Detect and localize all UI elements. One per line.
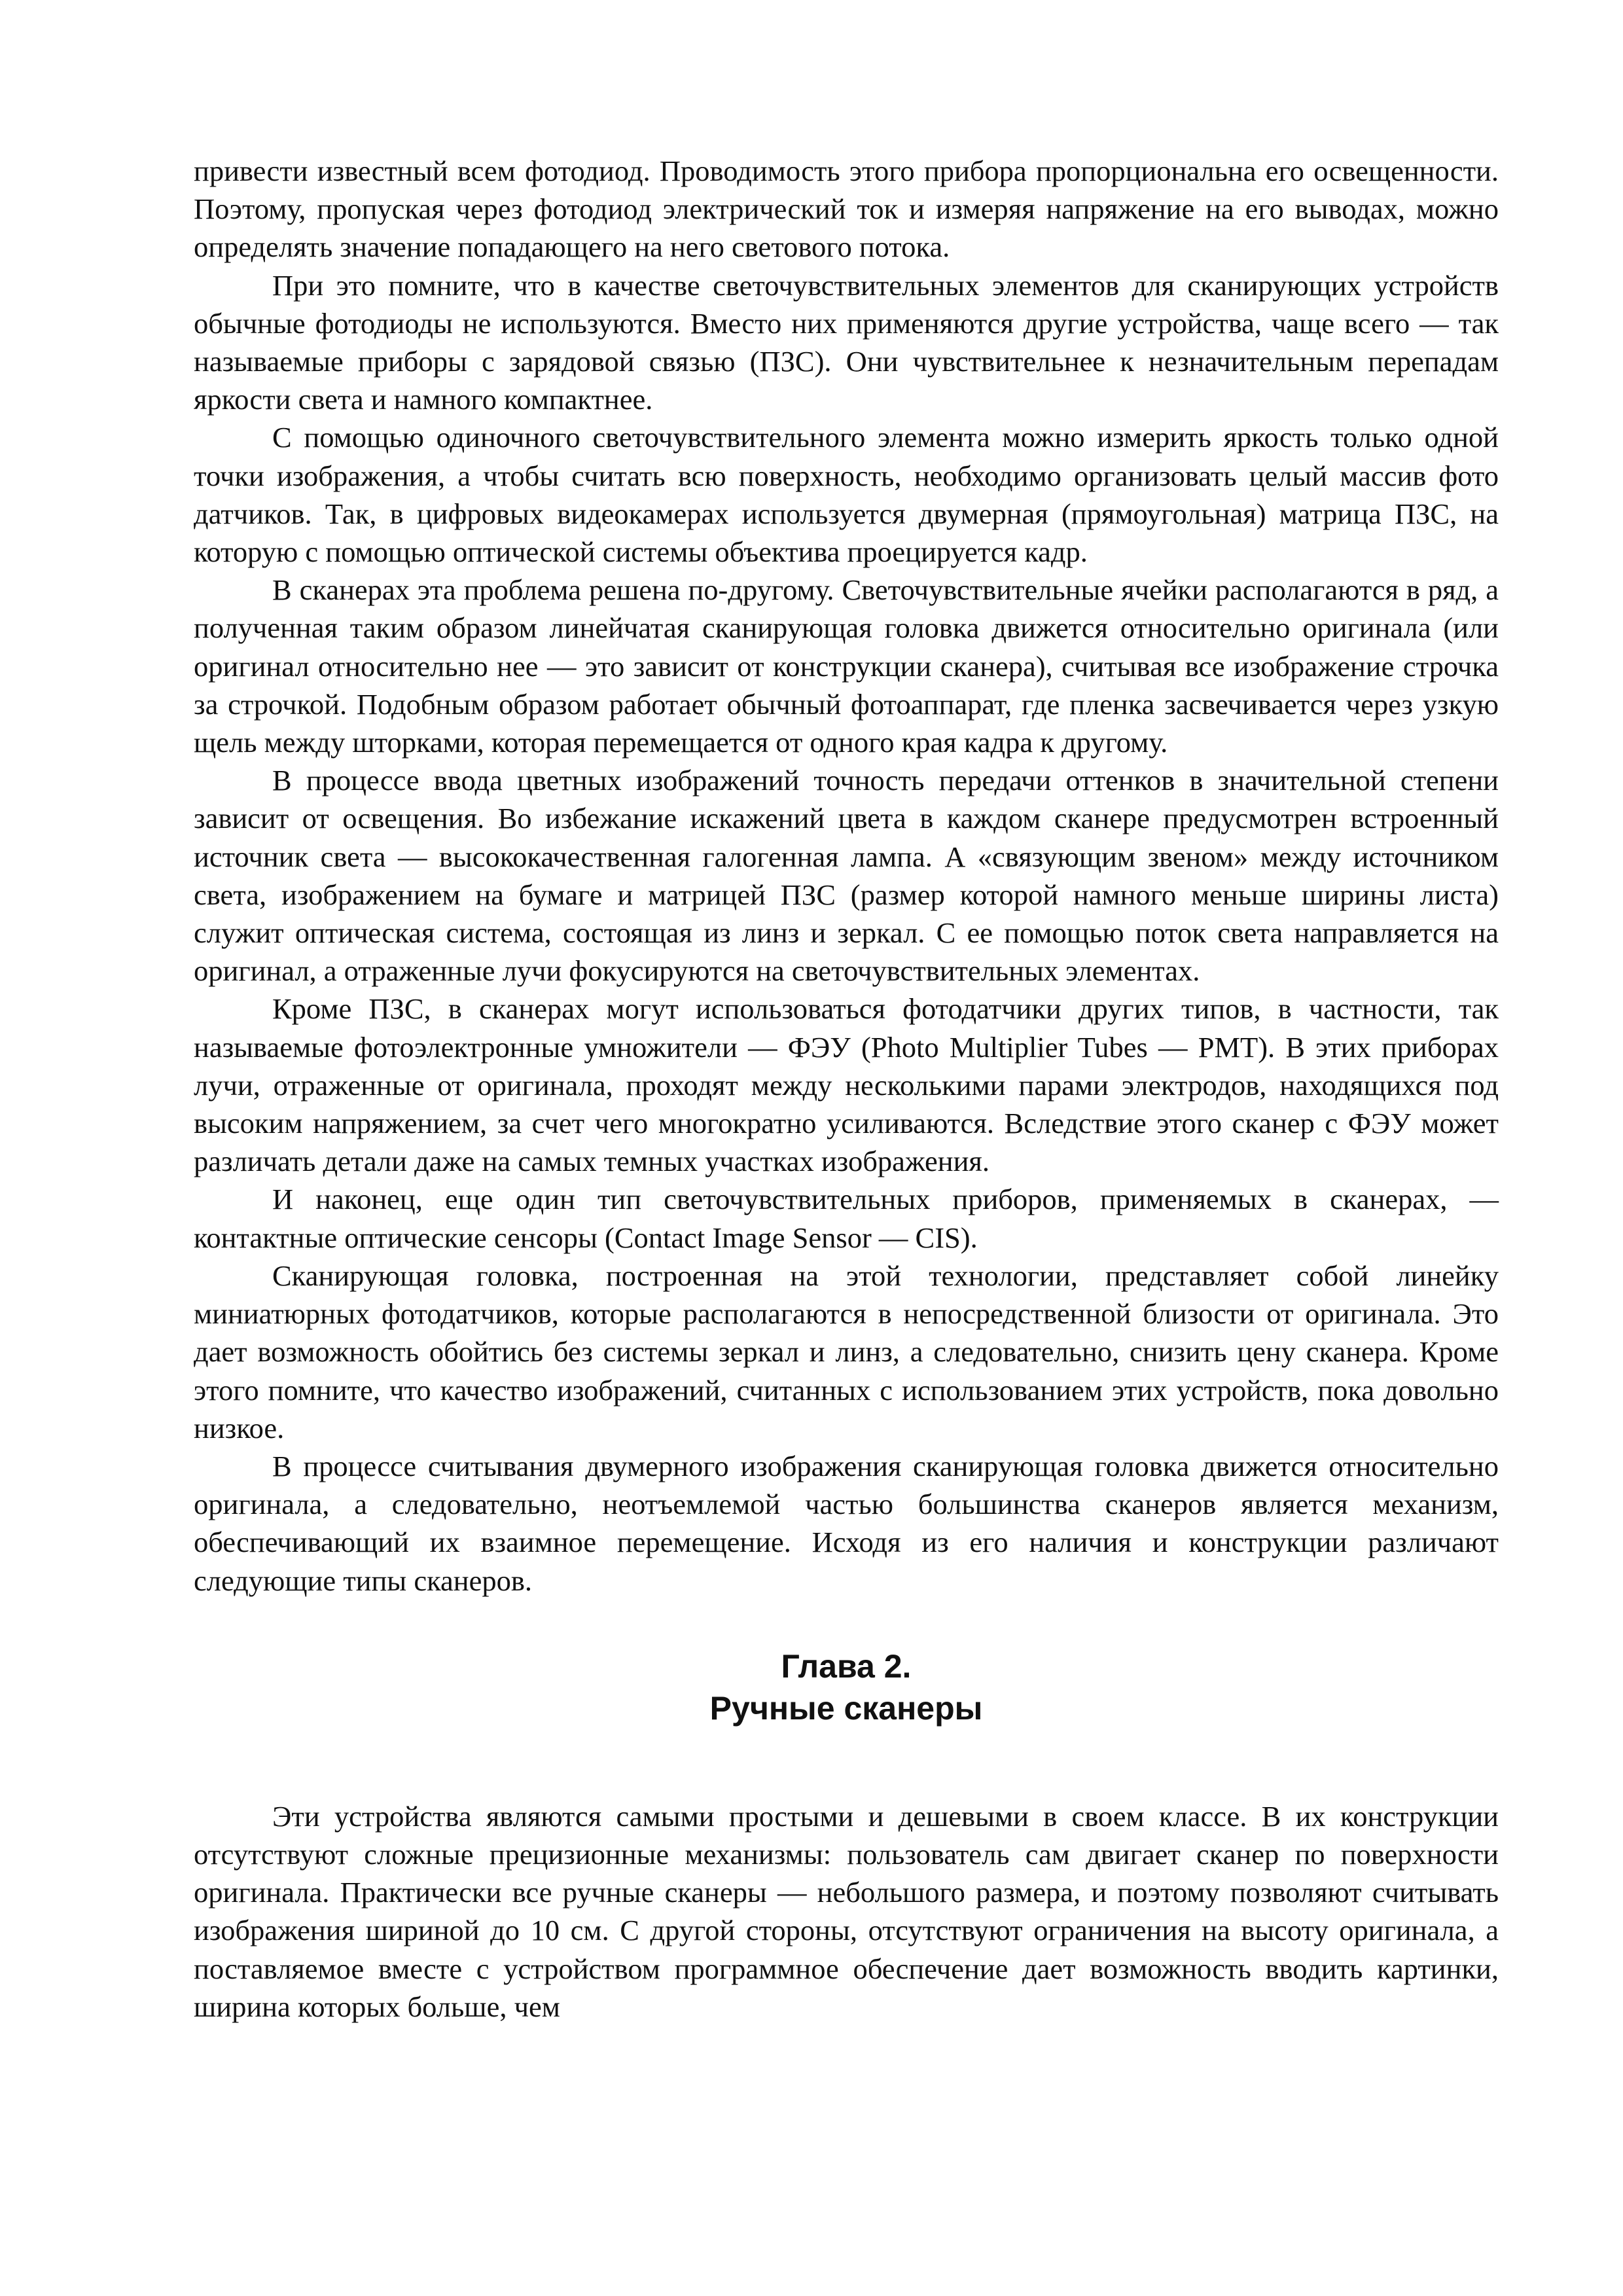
paragraph: привести известный всем фотодиод. Проводимость этого прибора пропорциональна его освещенности. Поэтому, пропуская через фотодиод электрический ток и измеряя напряжение на его выводах, можно определять значение попадающего на него светового потока. (194, 154, 1499, 264)
chapter-heading (194, 1645, 1499, 1729)
chapter-number: Глава 2. (781, 1647, 912, 1685)
chapter-title: Ручные сканеры (709, 1689, 983, 1727)
paragraph: Кроме ПЗС, в сканерах могут использоваться фотодатчики других типов, в частности, так называемые фотоэлектронные умножители — ФЭУ (Photo Multiplier Tubes — PMT). В этих приборах лучи, отраженные от оригинала, проходят между несколькими парами электродов, находящихся под высоким напряжением, за счет чего многократно усиливаются. Вследствие этого сканер с ФЭУ может различать детали даже на самых темных участках изображения. (194, 992, 1499, 1178)
paragraph: Эти устройства являются самыми простыми и дешевыми в своем классе. В их конструкции отсутствуют сложные прецизионные механизмы: пользователь сам двигает сканер по поверхности оригинала. Практически все ручные сканеры — небольшого размера, и поэтому позволяют считывать изображения шириной до 10 см. С другой стороны, отсутствуют ограничения на высоту оригинала, а поставляемое вместе с устройством программное обеспечение дает возможность вводить картинки, ширина которых больше, чем (194, 1799, 1499, 2023)
paragraph: При это помните, что в качестве светочувствительных элементов для сканирующих устройств обычные фотодиоды не используются. Вместо них применяются другие устройства, чаще всего — так называемые приборы с зарядовой связью (ПЗС). Они чувствительнее к незначительным перепадам яркости света и намного компактнее. (194, 268, 1499, 416)
paragraph: Сканирующая головка, построенная на этой технологии, представляет собой линейку миниатюрных фотодатчиков, которые располагаются в непосредственной близости от оригинала. Это дает возможность обойтись без системы зеркал и линз, а следовательно, снизить цену сканера. Кроме этого помните, что качество изображений, считанных с использованием этих устройств, пока довольно низкое. (194, 1259, 1499, 1444)
paragraph: В сканерах эта проблема решена по-другому. Светочувствительные ячейки располагаются в ряд, а полученная таким образом линейчатая сканирующая головка движется относительно оригинала (или оригинал относительно нее — это зависит от конструкции сканера), считывая все изображение строчка за строчкой. Подобным образом работает обычный фотоаппарат, где пленка засвечивается через узкую щель между шторками, которая перемещается от одного края кадра к другому. (194, 573, 1499, 759)
paragraph: С помощью одиночного светочувствительного элемента можно измерить яркость только одной точки изображения, а чтобы считать всю поверхность, необходимо организовать целый массив фото датчиков. Так, в цифровых видеокамерах используется двумерная (прямоугольная) матрица ПЗС, на которую с помощью оптической системы объектива проецируется кадр. (194, 421, 1499, 569)
document-page (194, 152, 1499, 2026)
paragraph: В процессе считывания двумерного изображения сканирующая головка движется относительно оригинала, а следовательно, неотъемлемой частью большинства сканеров является механизм, обеспечивающий их взаимное перемещение. Исходя из его наличия и конструкции различают следующие типы сканеров. (194, 1449, 1499, 1597)
paragraph: В процессе ввода цветных изображений точность передачи оттенков в значительной степени зависит от освещения. Во избежание искажений цвета в каждом сканере предусмотрен встроенный источник света — высококачественная галогенная лампа. А «связующим звеном» между источником света, изображением на бумаге и матрицей ПЗС (размер которой намного меньше ширины листа) служит оптическая система, состоящая из линз и зеркал. С ее помощью поток света направляется на оригинал, а отраженные лучи фокусируются на светочувствительных элементах. (194, 764, 1499, 988)
paragraph: И наконец, еще один тип светочувствительных приборов, применяемых в сканерах, — контактные оптические сенсоры (Contact Image Sensor — CIS). (194, 1183, 1499, 1254)
